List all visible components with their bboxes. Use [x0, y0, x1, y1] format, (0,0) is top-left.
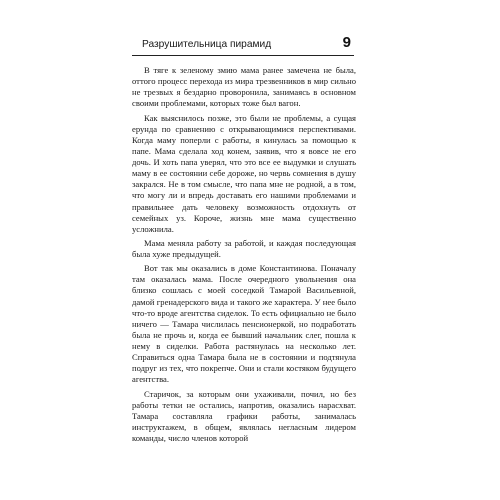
- paragraph: Старичок, за которым они ухаживали, почил, но без работы тетки не остались, напротив, оказались нарасхват. Тамара составляла графики работы, занималась инструктажем, в общем, являлась негласным лидером команды, число членов которой: [132, 388, 356, 443]
- running-title: Разрушительница пирамид: [142, 39, 272, 50]
- running-header: [132, 34, 354, 56]
- paragraph: Вот так мы оказались в доме Константинова. Поначалу там оказалась мама. После очередного увольнения она близко сошлась с моей соседкой Тамарой Васильевной, дамой гренадерского вида и такого же характера. У нее было что-то вроде агентства сиделок. То есть официально не было ничего — Тамара числилась пенсионеркой, но подработать была не прочь и, когда ее бывший начальник слег, пошла к нему в сиделки. Работа растянулась на несколько лет. Справиться одна Тамара была не в состоянии и подтянула подруг из тех, что покрепче. Они и стали костяком будущего агентства.: [132, 263, 356, 385]
- page-number: 9: [342, 34, 351, 51]
- paragraph: В тяге к зеленому змию мама ранее замечена не была, оттого процесс перехода из мира трезвенников в мир сильно не трезвых я бездарно проворонила, занимаясь в основном своими проблемами, которых тоже был вагон.: [132, 65, 356, 109]
- header-rule: [132, 55, 354, 56]
- body-text: [132, 65, 356, 444]
- paragraph: Как выяснилось позже, это были не проблемы, а сущая ерунда по сравнению с открывающимися перспективами. Когда маму поперли с работы, я кинулась за помощью к папе. Мама сделала ход конем, заявив, что я вовсе не его дочь. И хоть папа уверял, что это все ее выдумки и слушать маму в ее состоянии себе дороже, но червь сомнения в душу закрался. Не в том смысле, что папа мне не родной, а в том, что могу ли и впредь доставать его нашими проблемами и правильнее дать человеку возможность отдохнуть от семейных уз. Короче, жизнь мне мама существенно усложнила.: [132, 112, 356, 234]
- paragraph: Мама меняла работу за работой, и каждая последующая была хуже предыдущей.: [132, 237, 356, 259]
